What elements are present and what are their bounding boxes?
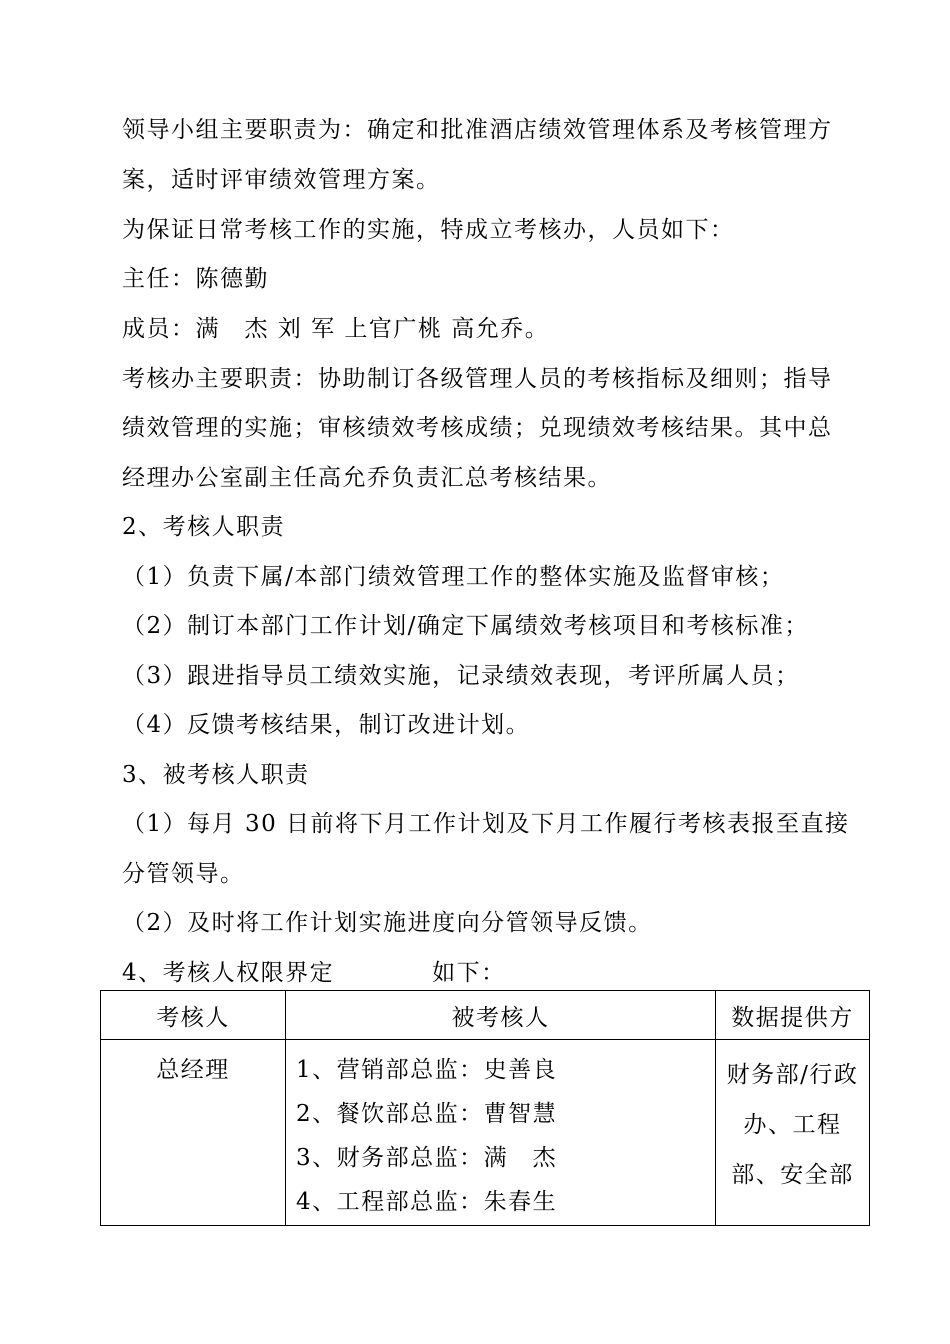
list-item-assessor-duty-2: （2）制订本部门工作计划/确定下属绩效考核项目和考核标准； — [122, 613, 809, 639]
list-item-assessor-duty-1: （1）负责下属/本部门绩效管理工作的整体实施及监督审核； — [122, 564, 785, 590]
paragraph-members: 成员：满 杰 刘 军 上官广桃 高允乔。 — [122, 316, 550, 342]
cell-data-provider — [716, 1040, 870, 1226]
provider-line: 办、工程 — [743, 1112, 842, 1138]
table-header-row — [101, 991, 870, 1040]
paragraph-leadership-duties-line-1: 领导小组主要职责为：确定和批准酒店绩效管理体系及考核管理方 — [122, 117, 833, 143]
cell-assessees — [286, 1040, 716, 1226]
paragraph-office-duties-line-2: 绩效管理的实施；审核绩效考核成绩；兑现绩效考核结果。其中总 — [122, 415, 833, 441]
paragraph-office-duties-line-1: 考核办主要职责：协助制订各级管理人员的考核指标及细则；指导 — [122, 366, 833, 392]
assessee-item: 3、财务部总监：满 杰 — [296, 1145, 558, 1171]
column-header-assessee: 被考核人 — [286, 991, 716, 1040]
paragraph-director: 主任：陈德勤 — [122, 266, 269, 292]
list-item-assessee-duty-1-line-1: （1）每月 30 日前将下月工作计划及下月工作履行考核表报至直接 — [122, 811, 850, 837]
paragraph-leadership-duties-line-2: 案，适时评审绩效管理方案。 — [122, 167, 441, 193]
section-heading-assessee-duties: 3、被考核人职责 — [122, 762, 310, 788]
column-header-assessor: 考核人 — [101, 991, 286, 1040]
assessor-name: 总经理 — [156, 1057, 230, 1083]
column-header-data-provider: 数据提供方 — [716, 991, 870, 1040]
cell-assessor — [101, 1040, 286, 1226]
list-item-assessee-duty-2: （2）及时将工作计划实施进度向分管领导反馈。 — [122, 910, 653, 936]
list-item-assessee-duty-1-line-2: 分管领导。 — [122, 861, 245, 887]
list-item-assessor-duty-4: （4）反馈考核结果，制订改进计划。 — [122, 712, 531, 738]
provider-line: 部、安全部 — [731, 1162, 854, 1188]
table-row — [101, 1040, 870, 1226]
list-item-assessor-duty-3: （3）跟进指导员工绩效实施，记录绩效表现，考评所属人员； — [122, 663, 800, 689]
assessee-item: 4、工程部总监：朱春生 — [296, 1189, 558, 1215]
section-heading-assessor-authority: 4、考核人权限界定 如下： — [122, 960, 506, 986]
paragraph-office-duties-line-3: 经理办公室副主任高允乔负责汇总考核结果。 — [122, 465, 612, 491]
paragraph-office-intro: 为保证日常考核工作的实施，特成立考核办，人员如下： — [122, 217, 735, 243]
assessment-authority-table — [100, 990, 870, 1226]
assessee-item: 1、营销部总监：史善良 — [296, 1057, 558, 1083]
provider-line: 财务部/行政 — [726, 1062, 859, 1088]
assessee-item: 2、餐饮部总监：曹智慧 — [296, 1101, 558, 1127]
section-heading-assessor-duties: 2、考核人职责 — [122, 514, 286, 540]
